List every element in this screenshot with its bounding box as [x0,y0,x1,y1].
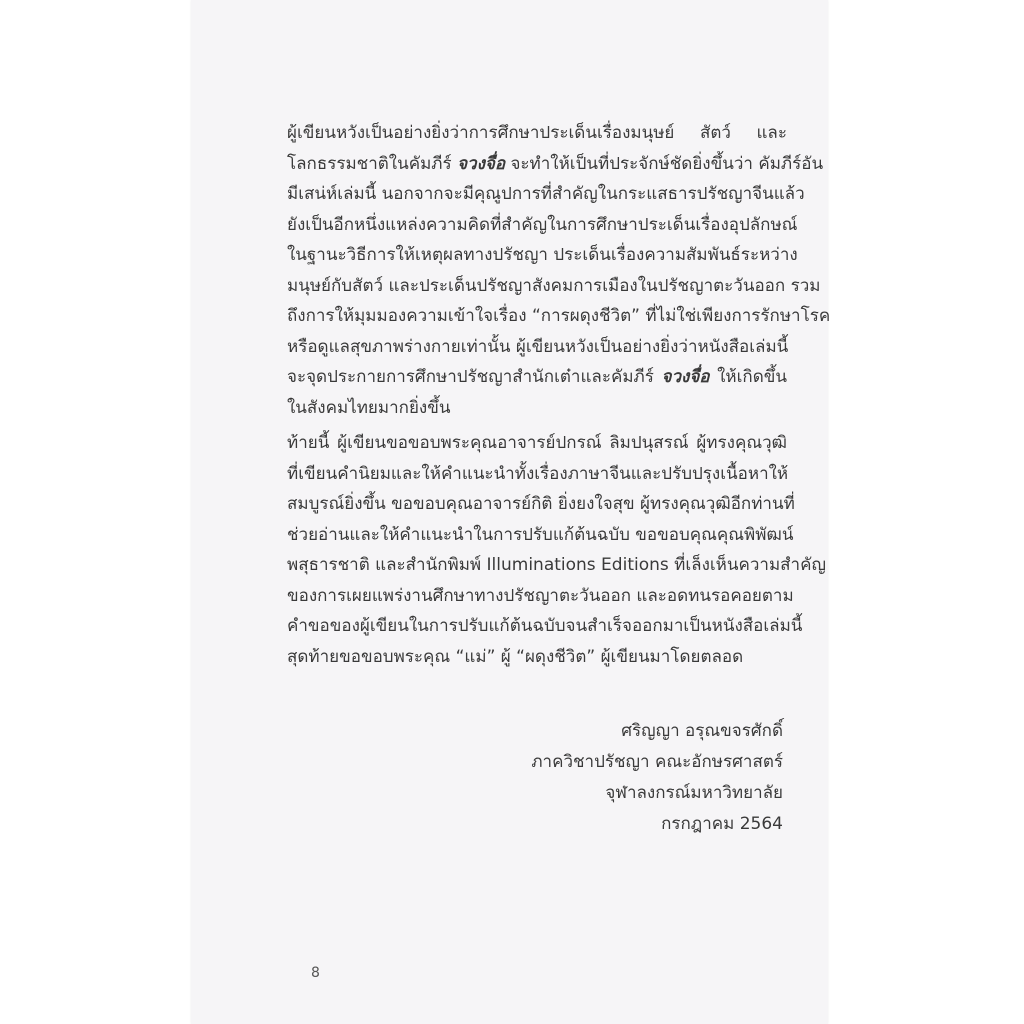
text-line: ช่วยอ่านและให้คำแนะนำในการปรับแก้ต้นฉบับ ขอขอบคุณคุณพิพัฒน์ [287,524,794,545]
signature-date: กรกฎาคม 2564 [661,814,783,834]
text-line: ถึงการให้มุมมองความเข้าใจเรื่อง “การผดุงชีวิต” ที่ไม่ใช่เพียงการรักษาโรค [287,306,831,326]
text-line: มีเสน่ห์เล่มนี้ นอกจากจะมีคุณูปการที่สำคัญในกระแสธารปรัชญาจีนแล้ว [287,184,805,204]
text-line: พสุธารชาติ และสำนักพิมพ์ Illuminations Editions ที่เล็งเห็นความสำคัญ [287,555,826,575]
paragraph-2 [287,428,826,672]
author-signature-block [531,716,783,840]
author-name: ศริญญา อรุณขจรศักดิ์ [621,721,783,741]
text-line: ผู้เขียนหวังเป็นอย่างยิ่งว่าการศึกษาประเด็นเรื่องมนุษย์ สัตว์ และ [287,123,787,143]
text-line: สมบูรณ์ยิ่งขึ้น ขอขอบคุณอาจารย์กิติ ยิ่งยงใจสุข ผู้ทรงคุณวุฒิอีกท่านที่ [287,494,795,514]
text-line: ในสังคมไทยมากยิ่งขึ้น [287,397,451,418]
book-page [191,0,831,1024]
text-line: คำขอของผู้เขียนในการปรับแก้ต้นฉบับจนสำเร็จออกมาเป็นหนังสือเล่มนี้ [287,616,803,636]
text-line: จะจุดประกายการศึกษาปรัชญาสำนักเต๋าและคัมภีร์ จวงจื่อ ให้เกิดขึ้น [287,367,788,387]
book-title-emphasis: จวงจื่อ [661,367,710,387]
page-number: 8 [311,965,320,981]
text-line: หรือดูแลสุขภาพร่างกายเท่านั้น ผู้เขียนหวังเป็นอย่างยิ่งว่าหนังสือเล่มนี้ [287,336,789,357]
author-university: จุฬาลงกรณ์มหาวิทยาลัย [605,783,783,803]
text-line: มนุษย์กับสัตว์ และประเด็นปรัชญาสังคมการเมืองในปรัชญาตะวันออก รวม [287,275,821,296]
text-line: ที่เขียนคำนิยมและให้คำแนะนำทั้งเรื่องภาษาจีนและปรับปรุงเนื้อหาให้ [287,463,789,484]
text-line: ยังเป็นอีกหนึ่งแหล่งความคิดที่สำคัญในการศึกษาประเด็นเรื่องอุปลักษณ์ [287,214,798,235]
text-line: ในฐานะวิธีการให้เหตุผลทางปรัชญา ประเด็นเรื่องความสัมพันธ์ระหว่าง [287,245,798,265]
author-department: ภาควิชาปรัชญา คณะอักษรศาสตร์ [531,752,783,772]
text-line: สุดท้ายขอขอบพระคุณ “แม่” ผู้ “ผดุงชีวิต” ผู้เขียนมาโดยตลอด [287,646,744,667]
text-line: ท้ายนี้ ผู้เขียนขอขอบพระคุณอาจารย์ปกรณ์ ลิมปนุสรณ์ ผู้ทรงคุณวุฒิ [287,433,787,453]
book-title-emphasis: จวงจื่อ [457,153,506,174]
text-line: ของการเผยแพร่งานศึกษาทางปรัชญาตะวันออก และอดทนรอคอยตาม [287,585,794,606]
paragraph-1 [287,118,831,423]
text-line: โลกธรรมชาติในคัมภีร์ จวงจื่อ จะทำให้เป็นที่ประจักษ์ชัดยิ่งขึ้นว่า คัมภีร์อัน [287,153,824,174]
